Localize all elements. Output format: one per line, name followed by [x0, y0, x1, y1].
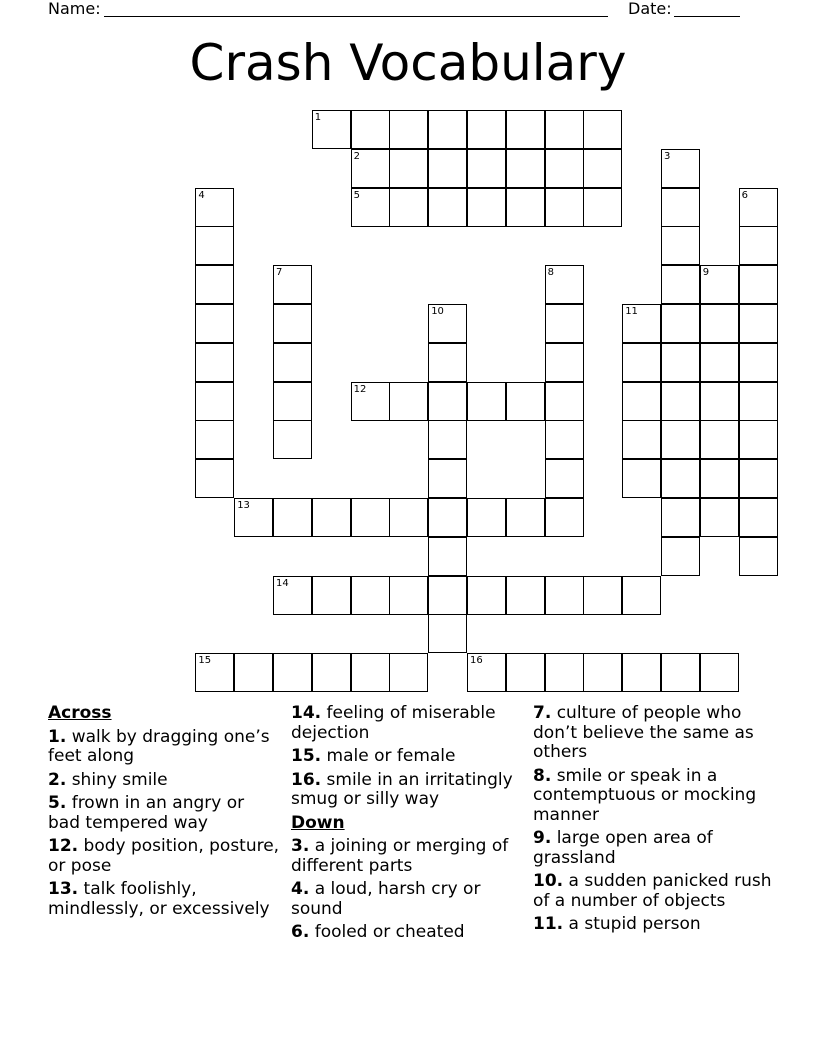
clue-item-text: talk foolishly, mindlessly, or excessively: [48, 879, 270, 919]
grid-cell[interactable]: [739, 304, 778, 343]
grid-cell[interactable]: [739, 226, 778, 265]
grid-cell[interactable]: [428, 498, 467, 537]
clue-item-number: 5.: [48, 793, 67, 813]
grid-cell[interactable]: [506, 188, 545, 227]
clue-item-number: 12.: [48, 836, 79, 856]
grid-cell[interactable]: [273, 382, 312, 421]
grid-cell[interactable]: [739, 265, 778, 304]
clue-number: 3: [664, 150, 671, 162]
clue-item: [533, 829, 773, 868]
grid-cell[interactable]: [351, 188, 390, 227]
grid-cell[interactable]: [312, 110, 351, 149]
grid-cell[interactable]: [739, 498, 778, 537]
grid-cell[interactable]: [700, 265, 739, 304]
clue-item: [291, 747, 521, 767]
grid-cell[interactable]: [661, 343, 700, 382]
clue-number: 13: [237, 500, 250, 511]
clue-number: 8: [547, 267, 554, 279]
clue-number: 2: [353, 150, 360, 162]
clue-item-number: 8.: [533, 765, 552, 786]
name-label: Name:: [48, 0, 101, 18]
grid-cell[interactable]: [351, 382, 390, 421]
clue-item: [48, 794, 280, 833]
grid-cell[interactable]: [700, 653, 739, 692]
grid-cell[interactable]: [661, 537, 700, 576]
page-title: Crash Vocabulary: [189, 34, 627, 92]
grid-cell[interactable]: [351, 149, 390, 188]
grid-cell[interactable]: [583, 110, 622, 149]
clue-item: [291, 704, 521, 743]
clue-item-text: shiny smile: [71, 769, 168, 790]
grid-cell[interactable]: [622, 576, 661, 615]
grid-cell[interactable]: [428, 382, 467, 421]
clue-item-text: male or female: [326, 746, 456, 766]
grid-cell[interactable]: [622, 459, 661, 498]
grid-cell[interactable]: [739, 420, 778, 459]
clue-number: 12: [353, 383, 367, 395]
grid-cell[interactable]: [700, 304, 739, 343]
grid-cell[interactable]: [467, 653, 506, 692]
grid-cell[interactable]: [428, 188, 467, 227]
grid-cell[interactable]: [545, 420, 584, 459]
down-clue-list: [291, 837, 521, 943]
grid-cell[interactable]: [273, 498, 312, 537]
grid-cell[interactable]: [195, 265, 234, 304]
grid-cell[interactable]: [700, 343, 739, 382]
clue-item-text: culture of people who don’t believe the same as others: [533, 703, 754, 762]
grid-cell[interactable]: [195, 420, 234, 459]
grid-cell[interactable]: [545, 110, 584, 149]
clue-item-text: smile in an irritatingly smug or silly way: [291, 769, 513, 809]
clue-number: 16: [470, 655, 483, 667]
grid-cell[interactable]: [545, 265, 584, 304]
grid-cell[interactable]: [428, 343, 467, 382]
clue-item-text: body position, posture, or pose: [48, 836, 280, 876]
clue-item-number: 10.: [533, 871, 564, 891]
clue-item-number: 2.: [48, 769, 67, 790]
grid-cell[interactable]: [661, 653, 700, 692]
grid-cell[interactable]: [545, 653, 584, 692]
grid-cell[interactable]: [195, 382, 234, 421]
grid-cell[interactable]: [622, 304, 661, 343]
grid-cell[interactable]: [583, 188, 622, 227]
clue-item-number: 15.: [291, 746, 322, 766]
grid-cell[interactable]: [273, 265, 312, 304]
grid-cell[interactable]: [389, 188, 428, 227]
grid-cell[interactable]: [661, 188, 700, 227]
grid-cell[interactable]: [428, 149, 467, 188]
grid-cell[interactable]: [467, 576, 506, 615]
clue-item-text: a joining or merging of different parts: [291, 836, 509, 876]
grid-cell[interactable]: [351, 110, 390, 149]
grid-cell[interactable]: [312, 576, 351, 615]
clue-number: 11: [625, 306, 638, 317]
across-heading: Across: [48, 703, 112, 723]
grid-cell[interactable]: [428, 304, 467, 343]
clue-number: 15: [198, 655, 212, 667]
grid-cell[interactable]: [622, 653, 661, 692]
grid-cell[interactable]: [583, 653, 622, 692]
clue-number: 9: [702, 267, 710, 279]
grid-cell[interactable]: [661, 226, 700, 265]
clue-item-number: 9.: [533, 828, 552, 848]
clue-item-number: 7.: [533, 703, 552, 723]
clue-item: [48, 880, 280, 919]
grid-cell[interactable]: [273, 420, 312, 459]
grid-cell[interactable]: [273, 304, 312, 343]
clue-item-number: 13.: [48, 879, 79, 899]
grid-cell[interactable]: [195, 653, 234, 692]
grid-cell[interactable]: [312, 653, 351, 692]
clue-item-text: a stupid person: [568, 914, 701, 934]
clue-item-number: 1.: [48, 726, 67, 747]
grid-cell[interactable]: [389, 149, 428, 188]
grid-cell[interactable]: [661, 265, 700, 304]
grid-cell[interactable]: [739, 188, 778, 227]
grid-cell[interactable]: [351, 653, 390, 692]
down-clue-list-continued: [533, 704, 773, 935]
clue-item-text: a sudden panicked rush of a number of objects: [533, 871, 772, 911]
date-label: Date:: [628, 0, 672, 18]
grid-cell[interactable]: [234, 653, 273, 692]
clue-number: 7: [276, 267, 283, 279]
grid-cell[interactable]: [195, 226, 234, 265]
clue-number: 6: [741, 189, 748, 201]
grid-cell[interactable]: [389, 576, 428, 615]
clue-number: 10: [431, 306, 444, 317]
grid-cell[interactable]: [389, 382, 428, 421]
clue-item-number: 6.: [291, 922, 310, 942]
grid-cell[interactable]: [739, 382, 778, 421]
across-clue-list: [48, 728, 280, 920]
grid-cell[interactable]: [234, 498, 273, 537]
clue-item-number: 16.: [291, 769, 322, 790]
grid-cell[interactable]: [545, 343, 584, 382]
grid-cell[interactable]: [467, 188, 506, 227]
clue-item: [291, 880, 521, 919]
clues-column-3: [533, 704, 773, 939]
grid-cell[interactable]: [428, 537, 467, 576]
clue-item-number: 3.: [291, 836, 310, 856]
clue-item-number: 14.: [291, 703, 322, 723]
grid-cell[interactable]: [545, 188, 584, 227]
grid-cell[interactable]: [583, 149, 622, 188]
clue-number: 4: [198, 189, 205, 201]
grid-cell[interactable]: [428, 110, 467, 149]
grid-cell[interactable]: [700, 498, 739, 537]
grid-cell[interactable]: [195, 343, 234, 382]
clue-number: 14: [276, 577, 289, 589]
clue-item: [533, 872, 773, 911]
grid-cell[interactable]: [506, 382, 545, 421]
grid-cell[interactable]: [739, 459, 778, 498]
clue-item-text: feeling of miserable dejection: [291, 703, 496, 743]
grid-cell[interactable]: [700, 420, 739, 459]
grid-cell[interactable]: [622, 343, 661, 382]
grid-cell[interactable]: [389, 110, 428, 149]
grid-cell[interactable]: [428, 614, 467, 653]
grid-cell[interactable]: [739, 537, 778, 576]
grid-cell[interactable]: [661, 498, 700, 537]
grid-cell[interactable]: [545, 382, 584, 421]
grid-cell[interactable]: [545, 576, 584, 615]
down-heading: Down: [291, 812, 345, 833]
grid-cell[interactable]: [467, 110, 506, 149]
clue-item: [291, 923, 521, 943]
grid-cell[interactable]: [661, 149, 700, 188]
grid-cell[interactable]: [467, 498, 506, 537]
grid-cell[interactable]: [428, 576, 467, 615]
clues-column-2: [291, 704, 521, 947]
grid-cell[interactable]: [700, 459, 739, 498]
grid-cell[interactable]: [389, 653, 428, 692]
grid-cell[interactable]: [389, 498, 428, 537]
grid-cell[interactable]: [545, 149, 584, 188]
grid-cell[interactable]: [700, 382, 739, 421]
grid-cell[interactable]: [506, 653, 545, 692]
grid-cell[interactable]: [428, 459, 467, 498]
grid-cell[interactable]: [467, 382, 506, 421]
grid-cell[interactable]: [739, 343, 778, 382]
clue-item: [291, 837, 521, 876]
clue-item-text: frown in an angry or bad tempered way: [48, 793, 245, 833]
grid-cell[interactable]: [273, 576, 312, 615]
grid-cell[interactable]: [351, 576, 390, 615]
clue-item: [533, 915, 773, 935]
grid-cell[interactable]: [312, 498, 351, 537]
grid-cell[interactable]: [661, 459, 700, 498]
grid-cell[interactable]: [506, 576, 545, 615]
grid-cell[interactable]: [195, 188, 234, 227]
grid-cell[interactable]: [661, 420, 700, 459]
grid-cell[interactable]: [583, 576, 622, 615]
grid-cell[interactable]: [506, 498, 545, 537]
grid-cell[interactable]: [273, 343, 312, 382]
clue-item: [48, 771, 280, 791]
clue-number: 5: [353, 189, 360, 201]
grid-cell[interactable]: [195, 304, 234, 343]
clue-item-number: 11.: [533, 914, 564, 934]
clue-item: [291, 771, 521, 810]
clue-item: [533, 704, 773, 763]
grid-cell[interactable]: [467, 149, 506, 188]
clue-item: [48, 728, 280, 767]
grid-cell[interactable]: [622, 420, 661, 459]
clue-item: [48, 837, 280, 876]
grid-cell[interactable]: [545, 498, 584, 537]
clue-item: [533, 767, 773, 826]
clue-item-text: fooled or cheated: [314, 922, 465, 942]
clue-item-text: walk by dragging one’s feet along: [48, 726, 270, 766]
clue-item-number: 4.: [291, 879, 310, 899]
grid-cell[interactable]: [661, 304, 700, 343]
grid-cell[interactable]: [506, 149, 545, 188]
grid-cell[interactable]: [545, 459, 584, 498]
clue-item-text: a loud, harsh cry or sound: [291, 879, 481, 919]
clues-column-1: [48, 704, 280, 923]
clue-item-text: smile or speak in a contemptuous or mocking manner: [533, 765, 757, 825]
clue-number: 1: [314, 112, 322, 123]
across-clue-list-continued: [291, 704, 521, 810]
grid-cell[interactable]: [661, 382, 700, 421]
grid-cell[interactable]: [273, 653, 312, 692]
grid-cell[interactable]: [545, 304, 584, 343]
grid-cell[interactable]: [428, 420, 467, 459]
grid-cell[interactable]: [506, 110, 545, 149]
clue-item-text: large open area of grassland: [533, 828, 713, 868]
grid-cell[interactable]: [351, 498, 390, 537]
grid-cell[interactable]: [195, 459, 234, 498]
grid-cell[interactable]: [622, 382, 661, 421]
